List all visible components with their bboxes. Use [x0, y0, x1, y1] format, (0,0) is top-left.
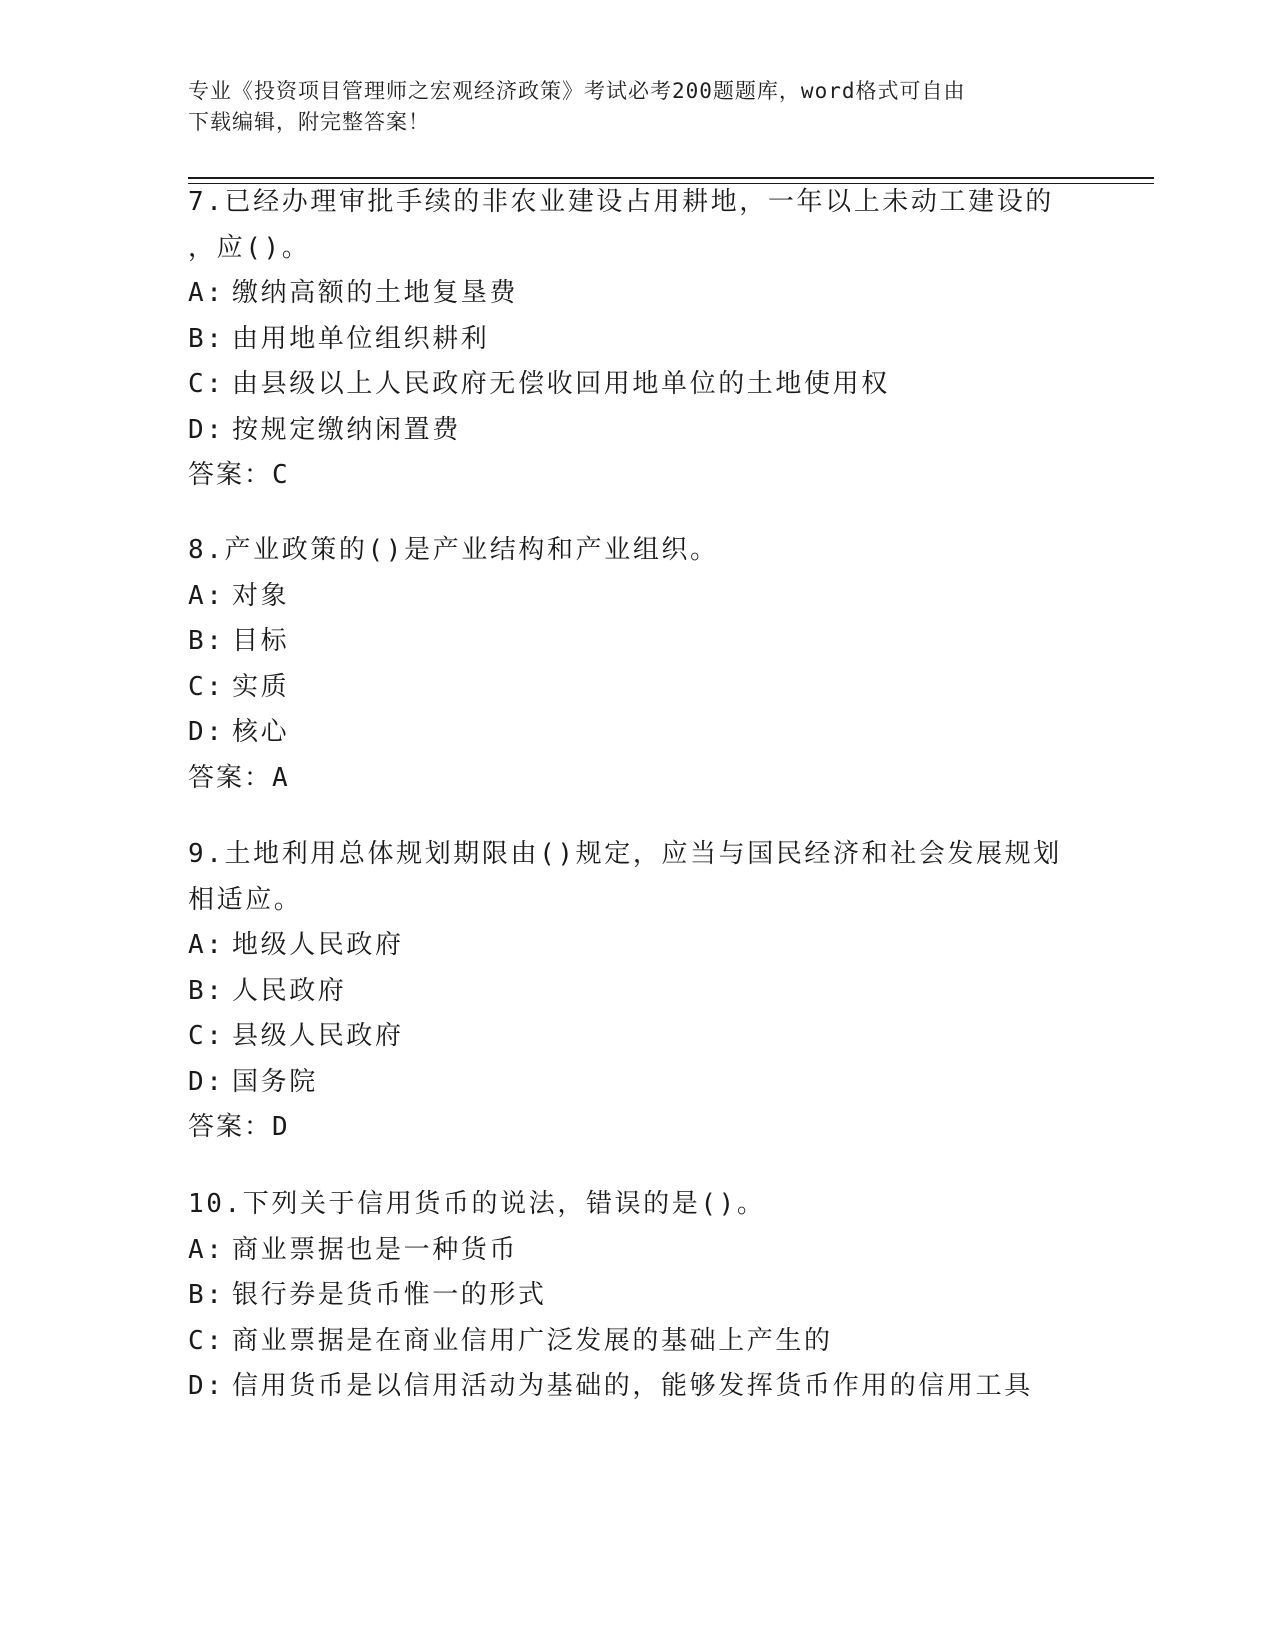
option-label: D:	[188, 717, 225, 747]
option-c	[188, 1014, 1088, 1060]
question-8	[188, 528, 1088, 801]
option-d	[188, 1364, 1088, 1410]
option-label: D:	[188, 1371, 225, 1401]
option-a	[188, 271, 1088, 317]
option-c	[188, 362, 1088, 408]
option-b	[188, 317, 1088, 363]
option-d	[188, 408, 1088, 454]
answer-label: 答案：	[188, 762, 273, 793]
option-label: A:	[188, 580, 225, 611]
option-d	[188, 710, 1088, 756]
option-text: 商业票据是在商业信用广泛发展的基础上产生的	[232, 1325, 833, 1356]
option-c	[188, 1319, 1088, 1365]
option-text: 商业票据也是一种货币	[232, 1234, 519, 1265]
option-a	[188, 923, 1088, 969]
question-stem-line: ，应()。	[188, 232, 311, 263]
option-d	[188, 1060, 1088, 1106]
option-label: B:	[188, 1280, 225, 1310]
option-c	[188, 665, 1088, 711]
option-b	[188, 1273, 1088, 1319]
header-rule-thick	[188, 177, 1154, 179]
answer	[188, 453, 1088, 499]
option-a	[188, 574, 1088, 620]
question-stem-line: 10.下列关于信用货币的说法，错误的是()。	[188, 1189, 766, 1219]
question-stem-line: 相适应。	[188, 884, 303, 915]
option-text: 信用货币是以信用活动为基础的，能够发挥货币作用的信用工具	[232, 1371, 1033, 1401]
option-text: 实质	[232, 671, 290, 702]
answer	[188, 1105, 1088, 1151]
option-text: 由用地单位组织耕利	[232, 323, 490, 354]
question-10	[188, 1182, 1088, 1410]
option-text: 对象	[232, 580, 290, 611]
option-label: C:	[188, 1325, 225, 1356]
option-text: 人民政府	[232, 975, 347, 1006]
answer	[188, 756, 1088, 802]
option-text: 国务院	[232, 1066, 318, 1097]
option-label: A:	[188, 1234, 225, 1265]
answer-value: A	[272, 762, 289, 793]
option-label: B:	[188, 626, 225, 656]
option-label: A:	[188, 278, 225, 308]
option-text: 核心	[232, 717, 290, 747]
question-9	[188, 832, 1088, 1151]
question-stem-line: 9.土地利用总体规划期限由()规定，应当与国民经济和社会发展规划	[188, 839, 1062, 869]
option-label: C:	[188, 1021, 225, 1051]
option-label: D:	[188, 414, 225, 445]
header-line-1: 专业《投资项目管理师之宏观经济政策》考试必考200题题库，word格式可自由	[188, 79, 966, 103]
option-text: 缴纳高额的土地复垦费	[232, 278, 519, 308]
option-label: C:	[188, 369, 225, 399]
document-header	[188, 76, 1068, 138]
option-b	[188, 969, 1088, 1015]
option-label: C:	[188, 671, 225, 702]
option-text: 地级人民政府	[232, 930, 404, 960]
answer-value: C	[272, 460, 289, 490]
option-text: 按规定缴纳闲置费	[232, 414, 461, 445]
option-b	[188, 619, 1088, 665]
option-text: 由县级以上人民政府无偿收回用地单位的土地使用权	[232, 369, 890, 399]
option-label: B:	[188, 323, 225, 354]
question-stem-line: 7.已经办理审批手续的非农业建设占用耕地，一年以上未动工建设的	[188, 187, 1054, 217]
answer-label: 答案：	[188, 460, 273, 490]
option-text: 目标	[232, 626, 290, 656]
option-text: 县级人民政府	[232, 1021, 404, 1051]
option-label: B:	[188, 975, 225, 1006]
header-line-2: 下载编辑，附完整答案！	[188, 110, 430, 134]
question-stem-line: 8.产业政策的()是产业结构和产业组织。	[188, 535, 719, 565]
option-label: A:	[188, 930, 225, 960]
option-a	[188, 1228, 1088, 1274]
option-label: D:	[188, 1066, 225, 1097]
answer-value: D	[272, 1112, 289, 1142]
answer-label: 答案：	[188, 1112, 273, 1142]
question-7	[188, 180, 1088, 499]
option-text: 银行券是货币惟一的形式	[232, 1280, 547, 1310]
